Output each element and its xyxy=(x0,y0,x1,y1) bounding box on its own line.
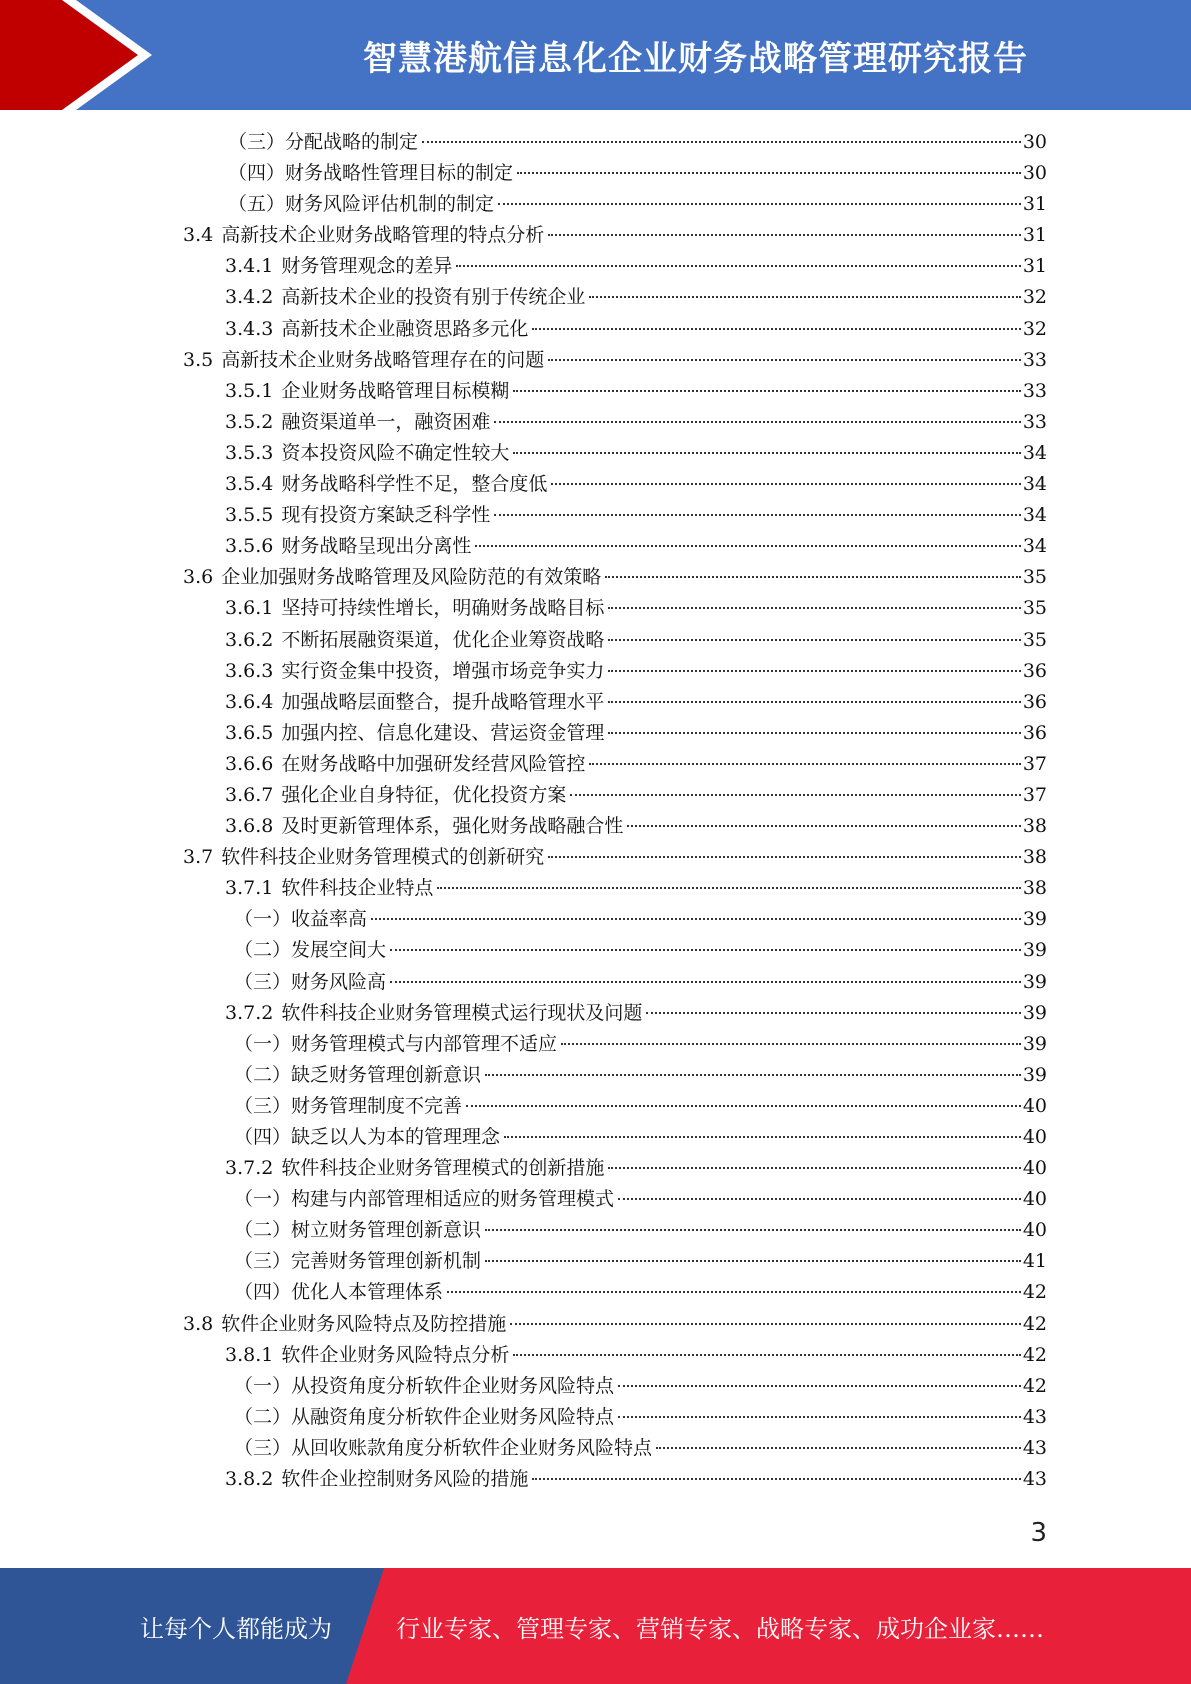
toc-entry-title: （四）财务战略性管理目标的制定 xyxy=(228,162,514,185)
toc-entry-page: 36 xyxy=(1022,659,1047,682)
toc-entry-title: （二）树立财务管理创新意识 xyxy=(234,1219,482,1242)
toc-dot-leader xyxy=(494,514,1020,516)
toc-entry-number: 3.7 xyxy=(183,846,214,869)
footer-slogan-right: 行业专家、管理专家、营销专家、战略专家、成功企业家…… xyxy=(396,1614,1044,1643)
toc-dot-leader xyxy=(485,1074,1021,1076)
toc-entry[interactable] xyxy=(0,438,1191,469)
toc-entry-title: （二）缺乏财务管理创新意识 xyxy=(234,1063,482,1086)
toc-entry-number: 3.5.2 xyxy=(225,410,274,433)
toc-entry-page: 34 xyxy=(1022,535,1047,558)
toc-entry-title: 及时更新管理体系，强化财务战略融合性 xyxy=(281,815,624,838)
toc-entry[interactable] xyxy=(0,1122,1191,1153)
toc-entry-title: （五）财务风险评估机制的制定 xyxy=(228,193,495,216)
toc-entry-title: 软件企业财务风险特点及防控措施 xyxy=(221,1312,507,1335)
toc-entry-title: （一）构建与内部管理相适应的财务管理模式 xyxy=(234,1188,615,1211)
toc-entry[interactable] xyxy=(0,251,1191,282)
toc-entry-page: 43 xyxy=(1022,1405,1047,1428)
toc-entry-page: 39 xyxy=(1022,1063,1047,1086)
toc-entry-number: 3.6.7 xyxy=(225,783,274,806)
toc-entry-page: 37 xyxy=(1022,752,1047,775)
toc-entry-page: 40 xyxy=(1022,1219,1047,1242)
toc-entry-page: 43 xyxy=(1022,1436,1047,1459)
toc-entry-title: 实行资金集中投资，增强市场竞争实力 xyxy=(281,659,605,682)
toc-entry-number: 3.6.4 xyxy=(225,690,274,713)
toc-entry-page: 31 xyxy=(1022,224,1047,247)
toc-entry-title: 财务战略科学性不足，整合度低 xyxy=(281,473,548,496)
toc-entry[interactable] xyxy=(0,749,1191,780)
toc-entry-page: 38 xyxy=(1022,815,1047,838)
toc-entry[interactable] xyxy=(0,904,1191,935)
toc-entry-title: 软件企业控制财务风险的措施 xyxy=(281,1468,529,1491)
toc-entry-title: （一）收益率高 xyxy=(234,908,368,931)
toc-entry-page: 39 xyxy=(1022,1001,1047,1024)
toc-entry-title: 融资渠道单一，融资困难 xyxy=(281,410,491,433)
toc-entry-title: （一）财务管理模式与内部管理不适应 xyxy=(234,1032,558,1055)
toc-entry[interactable] xyxy=(0,1433,1191,1464)
toc-entry-page: 39 xyxy=(1022,1032,1047,1055)
toc-entry-title: 高新技术企业财务战略管理的特点分析 xyxy=(221,224,545,247)
toc-dot-leader xyxy=(517,172,1021,174)
toc-entry[interactable] xyxy=(0,1402,1191,1433)
toc-dot-leader xyxy=(608,607,1020,609)
toc-entry-title: 软件企业财务风险特点分析 xyxy=(281,1343,510,1366)
toc-entry-title: （四）优化人本管理体系 xyxy=(234,1281,444,1304)
toc-dot-leader xyxy=(422,141,1021,143)
toc-entry-page: 33 xyxy=(1022,410,1047,433)
toc-dot-leader xyxy=(371,918,1021,920)
toc-entry[interactable] xyxy=(0,593,1191,624)
toc-dot-leader xyxy=(605,576,1021,578)
toc-dot-leader xyxy=(532,328,1020,330)
toc-entry-title: 高新技术企业融资思路多元化 xyxy=(281,317,529,340)
toc-entry-page: 40 xyxy=(1022,1157,1047,1180)
toc-entry-number: 3.6.1 xyxy=(225,597,274,620)
toc-dot-leader xyxy=(548,856,1021,858)
toc-entry[interactable] xyxy=(0,1060,1191,1091)
toc-entry-page: 36 xyxy=(1022,721,1047,744)
toc-dot-leader xyxy=(618,1416,1021,1418)
toc-entry[interactable] xyxy=(0,1091,1191,1122)
toc-entry-number: 3.5.1 xyxy=(225,379,274,402)
toc-dot-leader xyxy=(646,1012,1020,1014)
toc-entry-page: 40 xyxy=(1022,1188,1047,1211)
toc-entry-title: 坚持可持续性增长，明确财务战略目标 xyxy=(281,597,605,620)
toc-dot-leader xyxy=(475,545,1020,547)
toc-entry-page: 40 xyxy=(1022,1126,1047,1148)
toc-dot-leader xyxy=(498,203,1021,205)
toc-entry-number: 3.8 xyxy=(183,1312,214,1335)
toc-entry-title: 软件科技企业财务管理模式运行现状及问题 xyxy=(281,1001,643,1024)
toc-entry[interactable] xyxy=(0,376,1191,407)
toc-dot-leader xyxy=(589,296,1020,298)
toc-entry-number: 3.4 xyxy=(183,224,214,247)
toc-dot-leader xyxy=(485,1260,1021,1262)
toc-entry[interactable] xyxy=(0,687,1191,718)
toc-entry-page: 42 xyxy=(1022,1343,1047,1366)
toc-entry-page: 39 xyxy=(1022,970,1047,993)
toc-entry-page: 37 xyxy=(1022,783,1047,806)
toc-entry-title: 强化企业自身特征，优化投资方案 xyxy=(281,783,567,806)
toc-dot-leader xyxy=(513,1354,1020,1356)
toc-entry-title: 财务管理观念的差异 xyxy=(281,255,453,278)
toc-entry-number: 3.6.3 xyxy=(225,659,274,682)
toc-entry-title: 不断拓展融资渠道，优化企业筹资战略 xyxy=(281,628,605,651)
toc-entry-number: 3.7.1 xyxy=(225,877,274,900)
toc-entry-title: 软件科技企业财务管理模式的创新措施 xyxy=(281,1157,605,1180)
toc-dot-leader xyxy=(627,825,1020,827)
toc-dot-leader xyxy=(390,949,1021,951)
toc-entry-title: 企业财务战略管理目标模糊 xyxy=(281,379,510,402)
toc-entry-page: 40 xyxy=(1022,1094,1047,1117)
toc-entry[interactable] xyxy=(0,1184,1191,1215)
toc-entry[interactable] xyxy=(0,1246,1191,1277)
toc-entry[interactable] xyxy=(0,469,1191,500)
toc-entry-title: 资本投资风险不确定性较大 xyxy=(281,441,510,464)
toc-entry[interactable] xyxy=(0,1464,1191,1495)
toc-entry-number: 3.5 xyxy=(183,348,214,371)
toc-entry-page: 33 xyxy=(1022,379,1047,402)
toc-entry-title: 高新技术企业财务战略管理存在的问题 xyxy=(221,348,545,371)
toc-entry[interactable] xyxy=(0,314,1191,345)
toc-entry-page: 39 xyxy=(1022,908,1047,931)
toc-entry-page: 35 xyxy=(1022,566,1047,589)
toc-entry-title: 高新技术企业的投资有别于传统企业 xyxy=(281,286,586,309)
toc-dot-leader xyxy=(390,981,1021,983)
toc-entry-number: 3.5.4 xyxy=(225,473,274,496)
toc-entry[interactable] xyxy=(0,158,1191,189)
toc-dot-leader xyxy=(551,483,1020,485)
toc-entry-page: 34 xyxy=(1022,504,1047,527)
toc-entry[interactable] xyxy=(0,189,1191,220)
toc-dot-leader xyxy=(608,639,1020,641)
toc-entry-number: 3.4.1 xyxy=(225,255,274,278)
toc-dot-leader xyxy=(561,1043,1021,1045)
toc-entry[interactable] xyxy=(0,811,1191,842)
toc-dot-leader xyxy=(570,794,1020,796)
toc-dot-leader xyxy=(548,234,1021,236)
page-footer xyxy=(0,1568,1191,1684)
toc-entry-title: 财务战略呈现出分离性 xyxy=(281,535,472,558)
toc-dot-leader xyxy=(485,1229,1021,1231)
toc-dot-leader xyxy=(466,1105,1021,1107)
toc-entry[interactable] xyxy=(0,500,1191,531)
toc-entry-page: 33 xyxy=(1022,348,1047,371)
toc-dot-leader xyxy=(513,452,1020,454)
toc-entry-title: （三）财务风险高 xyxy=(234,970,387,993)
toc-entry-page: 32 xyxy=(1022,286,1047,309)
toc-entry-number: 3.5.6 xyxy=(225,535,274,558)
toc-entry-title: （三）从回收账款角度分析软件企业财务风险特点 xyxy=(234,1436,653,1459)
toc-entry-title: （四）缺乏以人为本的管理理念 xyxy=(234,1126,501,1148)
toc-entry-number: 3.5.5 xyxy=(225,504,274,527)
toc-entry-title: （三）财务管理制度不完善 xyxy=(234,1094,463,1117)
toc-dot-leader xyxy=(532,1478,1020,1480)
toc-entry-page: 43 xyxy=(1022,1468,1047,1491)
toc-entry-title: （二）从融资角度分析软件企业财务风险特点 xyxy=(234,1405,615,1428)
toc-entry-title: 加强战略层面整合，提升战略管理水平 xyxy=(281,690,605,713)
toc-entry-number: 3.8.1 xyxy=(225,1343,274,1366)
toc-entry-page: 30 xyxy=(1022,131,1047,153)
toc-entry[interactable] xyxy=(0,220,1191,251)
toc-entry[interactable] xyxy=(0,967,1191,998)
toc-entry[interactable] xyxy=(0,842,1191,873)
toc-entry-title: 软件科技企业财务管理模式的创新研究 xyxy=(221,846,545,869)
toc-dot-leader xyxy=(589,763,1020,765)
toc-entry[interactable] xyxy=(0,1340,1191,1371)
toc-entry-number: 3.6.8 xyxy=(225,815,274,838)
toc-entry-page: 34 xyxy=(1022,441,1047,464)
toc-dot-leader xyxy=(548,359,1021,361)
toc-entry-number: 3.6 xyxy=(183,566,214,589)
toc-entry[interactable] xyxy=(0,1215,1191,1246)
table-of-contents xyxy=(0,127,1191,1495)
toc-entry[interactable] xyxy=(0,625,1191,656)
footer-slogan-left: 让每个人都能成为 xyxy=(140,1614,332,1643)
toc-dot-leader xyxy=(618,1385,1021,1387)
toc-entry-page: 31 xyxy=(1022,193,1047,216)
toc-entry-page: 34 xyxy=(1022,473,1047,496)
toc-dot-leader xyxy=(504,1136,1021,1138)
toc-entry-title: 企业加强财务战略管理及风险防范的有效策略 xyxy=(221,566,602,589)
toc-entry-title: 在财务战略中加强研发经营风险管控 xyxy=(281,752,586,775)
toc-entry-number: 3.8.2 xyxy=(225,1468,274,1491)
toc-entry[interactable] xyxy=(0,718,1191,749)
toc-entry-title: （三）完善财务管理创新机制 xyxy=(234,1250,482,1273)
toc-dot-leader xyxy=(447,1291,1021,1293)
toc-entry-number: 3.5.3 xyxy=(225,441,274,464)
toc-dot-leader xyxy=(494,421,1020,423)
toc-entry-page: 38 xyxy=(1022,846,1047,869)
toc-entry-number: 3.4.2 xyxy=(225,286,274,309)
toc-entry[interactable] xyxy=(0,282,1191,313)
toc-entry-page: 30 xyxy=(1022,162,1047,185)
toc-entry-page: 42 xyxy=(1022,1312,1047,1335)
toc-entry[interactable] xyxy=(0,1371,1191,1402)
header-arrow-decoration xyxy=(0,0,160,110)
toc-entry-page: 35 xyxy=(1022,597,1047,620)
toc-entry-page: 42 xyxy=(1022,1281,1047,1304)
toc-entry[interactable] xyxy=(0,780,1191,811)
toc-entry-number: 3.7.2 xyxy=(225,1001,274,1024)
toc-entry-page: 35 xyxy=(1022,628,1047,651)
toc-entry[interactable] xyxy=(0,1277,1191,1308)
toc-entry[interactable] xyxy=(0,1029,1191,1060)
toc-entry-number: 3.6.2 xyxy=(225,628,274,651)
toc-entry[interactable] xyxy=(0,127,1191,158)
toc-dot-leader xyxy=(437,887,1020,889)
toc-entry[interactable] xyxy=(0,873,1191,904)
toc-entry[interactable] xyxy=(0,656,1191,687)
toc-entry-number: 3.6.5 xyxy=(225,721,274,744)
toc-entry-page: 39 xyxy=(1022,939,1047,962)
toc-entry-page: 41 xyxy=(1022,1250,1047,1273)
toc-entry-number: 3.6.6 xyxy=(225,752,274,775)
document-title: 智慧港航信息化企业财务战略管理研究报告 xyxy=(363,38,1028,79)
toc-entry-page: 38 xyxy=(1022,877,1047,900)
toc-dot-leader xyxy=(656,1447,1021,1449)
toc-entry-page: 32 xyxy=(1022,317,1047,340)
toc-entry-title: 现有投资方案缺乏科学性 xyxy=(281,504,491,527)
toc-dot-leader xyxy=(456,265,1020,267)
toc-dot-leader xyxy=(608,701,1020,703)
toc-entry-page: 31 xyxy=(1022,255,1047,278)
toc-dot-leader xyxy=(608,1167,1020,1169)
page-header xyxy=(0,0,1191,110)
toc-entry[interactable] xyxy=(0,531,1191,562)
toc-entry[interactable] xyxy=(0,407,1191,438)
toc-entry[interactable] xyxy=(0,345,1191,376)
toc-entry-number: 3.4.3 xyxy=(225,317,274,340)
toc-entry[interactable] xyxy=(0,1309,1191,1340)
toc-dot-leader xyxy=(510,1323,1021,1325)
toc-entry[interactable] xyxy=(0,1153,1191,1184)
toc-dot-leader xyxy=(618,1198,1021,1200)
toc-dot-leader xyxy=(608,732,1020,734)
toc-entry-title: （二）发展空间大 xyxy=(234,939,387,962)
toc-entry-page: 36 xyxy=(1022,690,1047,713)
toc-entry-title: 加强内控、信息化建设、营运资金管理 xyxy=(281,721,605,744)
toc-entry-title: 软件科技企业特点 xyxy=(281,877,434,900)
toc-entry[interactable] xyxy=(0,935,1191,966)
toc-dot-leader xyxy=(513,390,1020,392)
toc-entry-title: （三）分配战略的制定 xyxy=(228,131,419,153)
toc-entry-page: 42 xyxy=(1022,1374,1047,1397)
page-number: 3 xyxy=(1030,1518,1047,1548)
toc-entry-title: （一）从投资角度分析软件企业财务风险特点 xyxy=(234,1374,615,1397)
toc-dot-leader xyxy=(608,670,1020,672)
toc-entry-number: 3.7.2 xyxy=(225,1157,274,1180)
toc-entry[interactable] xyxy=(0,562,1191,593)
toc-entry[interactable] xyxy=(0,998,1191,1029)
